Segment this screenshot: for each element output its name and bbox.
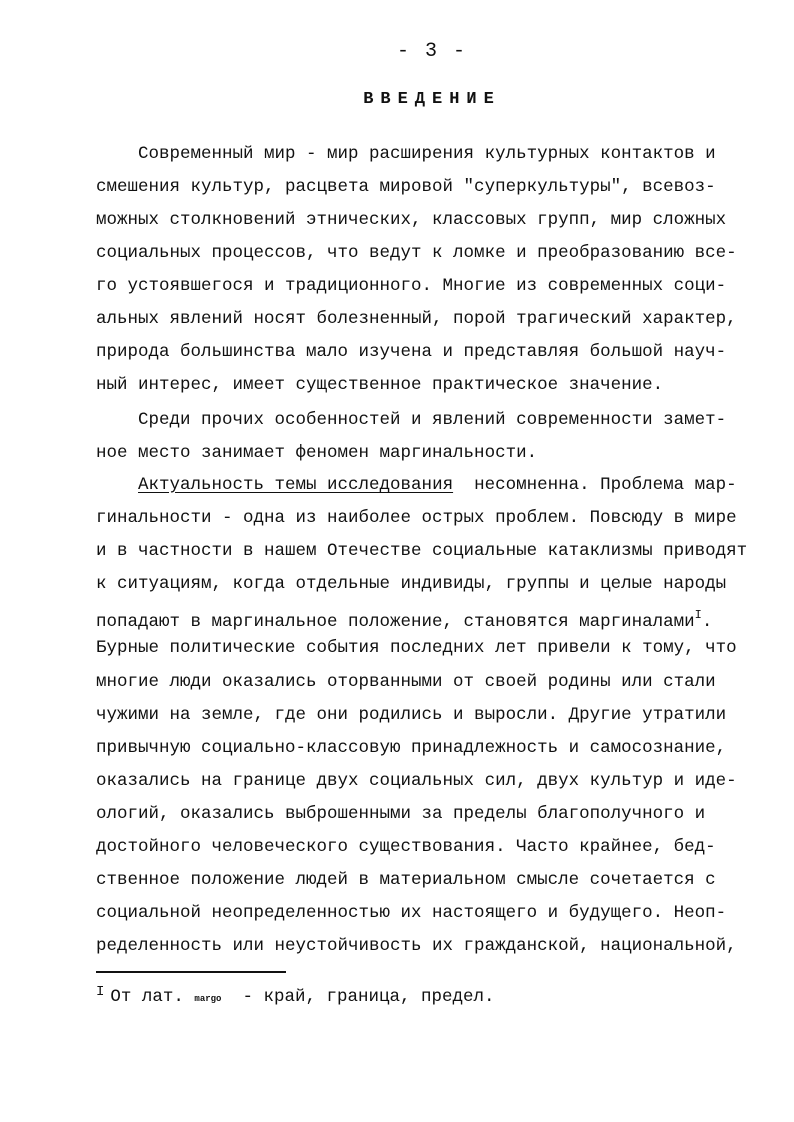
footnote-reference[interactable]: I xyxy=(694,608,702,622)
footnote-latin-word: margo xyxy=(194,994,222,1004)
text-line-end: . xyxy=(701,612,713,632)
text-line: социальных процессов, что ведут к ломке и преобразованию все- xyxy=(96,243,737,263)
footnote-suffix: - край, граница, предел. xyxy=(221,987,495,1007)
text-line: альных явлений носят болезненный, порой трагический характер, xyxy=(96,309,737,329)
text-line: Бурные политические события последних лет привели к тому, что xyxy=(96,638,737,658)
section-heading: ВВЕДЕНИЕ xyxy=(363,90,501,109)
text-line: ный интерес, имеет существенное практическое значение. xyxy=(96,375,664,395)
relevance-line xyxy=(96,474,737,496)
text-line: гинальности - одна из наиболее острых проблем. Повсюду в мире xyxy=(96,508,737,528)
text-line: попадают в маргинальное положение, становятся маргиналами xyxy=(96,612,695,632)
text-line: смешения культур, расцвета мировой "суперкультуры", всевоз- xyxy=(96,177,716,197)
text-line: чужими на земле, где они родились и выросли. Другие утратили xyxy=(96,705,727,725)
text-line: достойного человеческого существования. Часто крайнее, бед- xyxy=(96,837,716,857)
page-number: - 3 - xyxy=(396,40,467,63)
text-line: многие люди оказались оторванными от своей родины или стали xyxy=(96,672,716,692)
text-line: ственное положение людей в материальном смысле сочетается с xyxy=(96,870,716,890)
text-line: и в частности в нашем Отечестве социальные катаклизмы приводят xyxy=(96,541,748,561)
text-line: социальной неопределенностью их настоящего и будущего. Неоп- xyxy=(96,903,727,923)
text-line: Современный мир - мир расширения культурных контактов и xyxy=(96,144,716,164)
text-line: ное место занимает феномен маргинальности. xyxy=(96,443,538,463)
text-line: ологий, оказались выброшенными за пределы благополучного и xyxy=(96,804,706,824)
text-line: оказались на границе двух социальных сил, двух культур и иде- xyxy=(96,771,737,791)
text-line: природа большинства мало изучена и представляя большой науч- xyxy=(96,342,727,362)
text-line: можных столкновений этнических, классовых групп, мир сложных xyxy=(96,210,727,230)
text-line: привычную социально-классовую принадлежность и самосознание, xyxy=(96,738,727,758)
relevance-rest: несомненна. Проблема мар- xyxy=(453,475,737,495)
text-line: к ситуациям, когда отдельные индивиды, группы и целые народы xyxy=(96,574,727,594)
footnote-divider xyxy=(96,971,286,973)
text-line: Среди прочих особенностей и явлений современности замет- xyxy=(96,410,727,430)
footnote xyxy=(96,984,494,1007)
text-line: го устоявшегося и традиционного. Многие из современных соци- xyxy=(96,276,727,296)
relevance-heading: Актуальность темы исследования xyxy=(138,475,454,495)
footnote-mark: I xyxy=(96,984,105,1000)
footnote-prefix: От лат. xyxy=(110,987,195,1007)
footnote-ref-line xyxy=(96,604,716,633)
text-line: ределенность или неустойчивость их гражданской, национальной, xyxy=(96,936,737,956)
